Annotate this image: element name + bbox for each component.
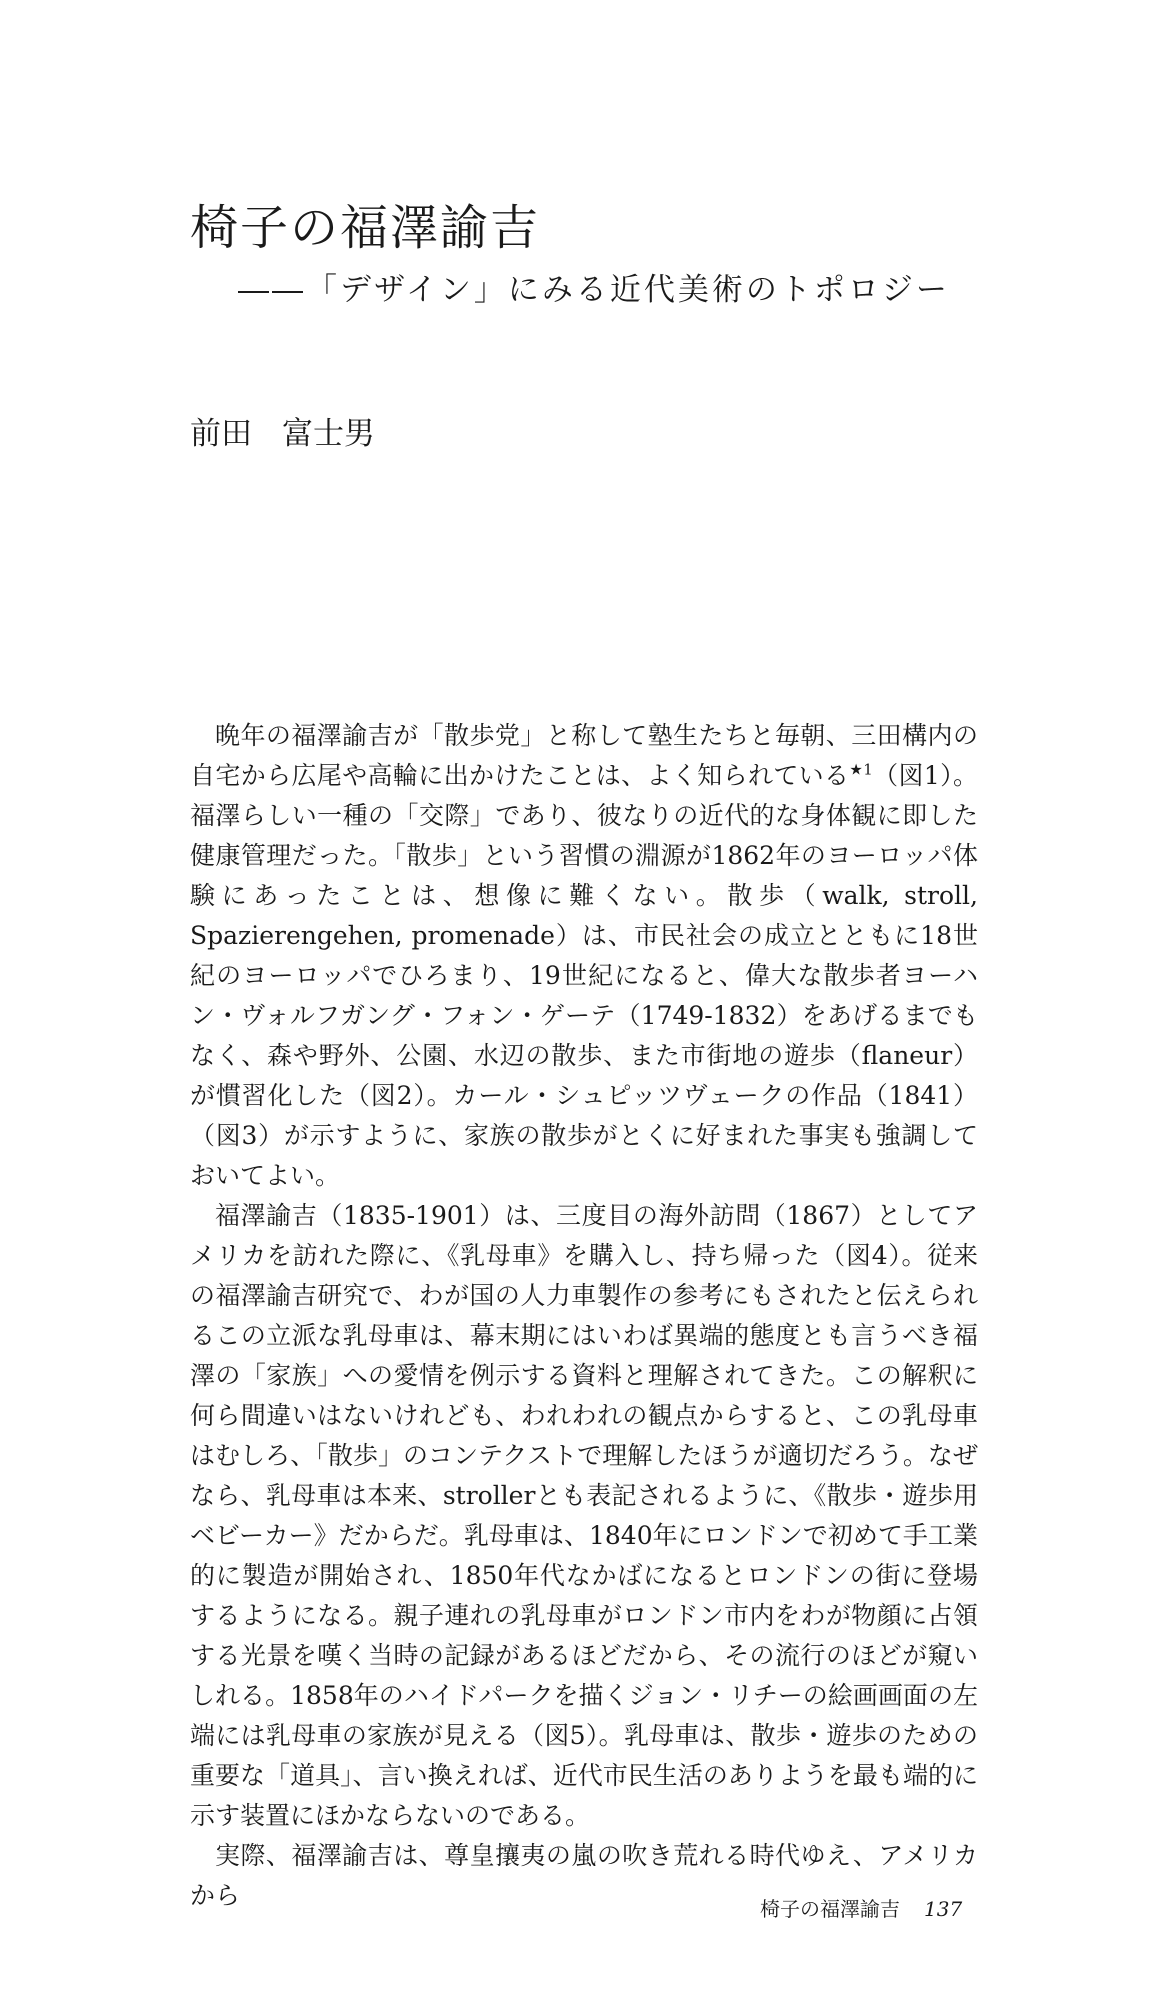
author-given-name: 富士男 xyxy=(282,416,375,452)
author-family-name: 前田 xyxy=(190,416,252,452)
page-footer xyxy=(760,1896,962,1922)
author-name xyxy=(190,412,375,456)
paragraph-1-text-b: （図1）。福澤らしい一種の「交際」であり、彼なりの近代的な身体観に即した健康管理だった。「散歩」という習慣の淵源が1862年のヨーロッパ体験にあったことは、想像に難くない。散歩（walk, stroll, Spazierengehen, promenade）は、市民社会の成立とともに18世紀のヨーロッパでひろまり、19世紀になると、偉大な散歩者ヨーハン・ヴォルフガング・フォン・ゲーテ（1749-1832）をあげるまでもなく、森や野外、公園、水辺の散歩、また市街地の遊歩（flaneur）が慣習化した（図2）。カール・シュピッツヴェークの作品（1841）（図3）が示すように、家族の散歩がとくに好まれた事実も強調しておいてよい。 xyxy=(190,761,978,1190)
paragraph-1 xyxy=(190,716,978,1196)
article-body xyxy=(190,716,978,1916)
page-number: 137 xyxy=(924,1897,963,1921)
paragraph-2: 福澤諭吉（1835-1901）は、三度目の海外訪問（1867）としてアメリカを訪れた際に、《乳母車》を購入し、持ち帰った（図4）。従来の福澤諭吉研究で、わが国の人力車製作の参考にもされたと伝えられるこの立派な乳母車は、幕末期にはいわば異端的態度とも言うべき福澤の「家族」への愛情を例示する資料と理解されてきた。この解釈に何ら間違いはないけれども、われわれの観点からすると、この乳母車はむしろ、「散歩」のコンテクストで理解したほうが適切だろう。なぜなら、乳母車は本来、strollerとも表記されるように、《散歩・遊歩用ベビーカー》だからだ。乳母車は、1840年にロンドンで初めて手工業的に製造が開始され、1850年代なかばになるとロンドンの街に登場するようになる。親子連れの乳母車がロンドン市内をわが物顔に占領する光景を嘆く当時の記録があるほどだから、その流行のほどが窺いしれる。1858年のハイドパークを描くジョン・リチーの絵画画面の左端には乳母車の家族が見える（図5）。乳母車は、散歩・遊歩のための重要な「道具」、言い換えれば、近代市民生活のありようを最も端的に示す装置にほかならないのである。 xyxy=(190,1201,978,1830)
paragraph-3: 実際、福澤諭吉は、尊皇攘夷の嵐の吹き荒れる時代ゆえ、アメリカから xyxy=(190,1841,978,1910)
article-title: 椅子の福澤諭吉 xyxy=(190,200,541,256)
paragraph-1-text-a: 晩年の福澤諭吉が「散歩党」と称して塾生たちと毎朝、三田構内の自宅から広尾や高輪に出かけたことは、よく知られている xyxy=(190,721,978,790)
footnote-marker-1: ★1 xyxy=(849,760,873,779)
running-title: 椅子の福澤諭吉 xyxy=(760,1897,900,1921)
article-subtitle: ――「デザイン」にみる近代美術のトポロジー xyxy=(238,272,950,308)
